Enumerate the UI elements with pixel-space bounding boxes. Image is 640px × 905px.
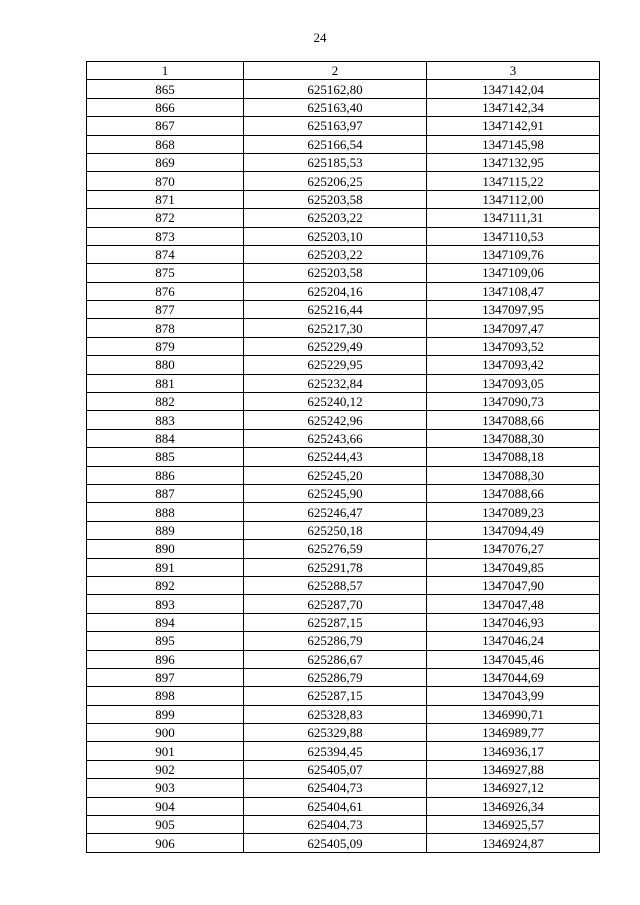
point-number-cell: 868 — [87, 135, 244, 153]
y-coordinate-cell: 1347093,05 — [427, 374, 600, 392]
x-coordinate-cell: 625217,30 — [244, 319, 427, 337]
y-coordinate-cell: 1347112,00 — [427, 190, 600, 208]
y-coordinate-cell: 1347097,95 — [427, 301, 600, 319]
point-number-cell: 884 — [87, 429, 244, 447]
x-coordinate-cell: 625286,67 — [244, 650, 427, 668]
y-coordinate-cell: 1346926,34 — [427, 797, 600, 815]
x-coordinate-cell: 625163,40 — [244, 98, 427, 116]
point-number-cell: 881 — [87, 374, 244, 392]
y-coordinate-cell: 1346990,71 — [427, 705, 600, 723]
point-number-cell: 878 — [87, 319, 244, 337]
table-row — [87, 742, 600, 760]
y-coordinate-cell: 1347088,66 — [427, 411, 600, 429]
x-coordinate-cell: 625394,45 — [244, 742, 427, 760]
table-row — [87, 540, 600, 558]
x-coordinate-cell: 625229,95 — [244, 356, 427, 374]
x-coordinate-cell: 625246,47 — [244, 503, 427, 521]
table-row — [87, 337, 600, 355]
table-row — [87, 190, 600, 208]
table-row — [87, 816, 600, 834]
x-coordinate-cell: 625286,79 — [244, 632, 427, 650]
y-coordinate-cell: 1346927,88 — [427, 760, 600, 778]
point-number-cell: 888 — [87, 503, 244, 521]
table-row — [87, 797, 600, 815]
table-row — [87, 98, 600, 116]
table-row — [87, 209, 600, 227]
point-number-cell: 877 — [87, 301, 244, 319]
y-coordinate-cell: 1347142,91 — [427, 117, 600, 135]
y-coordinate-cell: 1347142,04 — [427, 80, 600, 98]
header-row — [87, 62, 600, 80]
table-row — [87, 724, 600, 742]
x-coordinate-cell: 625245,90 — [244, 484, 427, 502]
column-header-1: 1 — [87, 62, 244, 80]
table-row — [87, 301, 600, 319]
table-row — [87, 632, 600, 650]
table-row — [87, 668, 600, 686]
table-row — [87, 245, 600, 263]
y-coordinate-cell: 1347109,06 — [427, 264, 600, 282]
x-coordinate-cell: 625276,59 — [244, 540, 427, 558]
point-number-cell: 896 — [87, 650, 244, 668]
y-coordinate-cell: 1347093,42 — [427, 356, 600, 374]
column-header-3: 3 — [427, 62, 600, 80]
table-row — [87, 264, 600, 282]
point-number-cell: 873 — [87, 227, 244, 245]
y-coordinate-cell: 1347142,34 — [427, 98, 600, 116]
point-number-cell: 894 — [87, 613, 244, 631]
point-number-cell: 872 — [87, 209, 244, 227]
y-coordinate-cell: 1347110,53 — [427, 227, 600, 245]
x-coordinate-cell: 625232,84 — [244, 374, 427, 392]
x-coordinate-cell: 625229,49 — [244, 337, 427, 355]
x-coordinate-cell: 625287,70 — [244, 595, 427, 613]
page-number: 24 — [313, 30, 327, 45]
point-number-cell: 904 — [87, 797, 244, 815]
table-header — [87, 62, 600, 80]
point-number-cell: 875 — [87, 264, 244, 282]
x-coordinate-cell: 625291,78 — [244, 558, 427, 576]
y-coordinate-cell: 1347046,24 — [427, 632, 600, 650]
table-row — [87, 117, 600, 135]
y-coordinate-cell: 1347097,47 — [427, 319, 600, 337]
x-coordinate-cell: 625162,80 — [244, 80, 427, 98]
y-coordinate-cell: 1347111,31 — [427, 209, 600, 227]
table-row — [87, 650, 600, 668]
x-coordinate-cell: 625288,57 — [244, 576, 427, 594]
table-row — [87, 779, 600, 797]
y-coordinate-cell: 1347076,27 — [427, 540, 600, 558]
table-row — [87, 687, 600, 705]
y-coordinate-cell: 1347108,47 — [427, 282, 600, 300]
y-coordinate-cell: 1347043,99 — [427, 687, 600, 705]
point-number-cell: 902 — [87, 760, 244, 778]
x-coordinate-cell: 625404,73 — [244, 816, 427, 834]
x-coordinate-cell: 625329,88 — [244, 724, 427, 742]
y-coordinate-cell: 1347088,30 — [427, 429, 600, 447]
point-number-cell: 865 — [87, 80, 244, 98]
point-number-cell: 891 — [87, 558, 244, 576]
point-number-cell: 897 — [87, 668, 244, 686]
y-coordinate-cell: 1347049,85 — [427, 558, 600, 576]
table-row — [87, 521, 600, 539]
point-number-cell: 882 — [87, 393, 244, 411]
x-coordinate-cell: 625206,25 — [244, 172, 427, 190]
y-coordinate-cell: 1347047,90 — [427, 576, 600, 594]
x-coordinate-cell: 625286,79 — [244, 668, 427, 686]
table-row — [87, 576, 600, 594]
x-coordinate-cell: 625240,12 — [244, 393, 427, 411]
x-coordinate-cell: 625242,96 — [244, 411, 427, 429]
table-row — [87, 558, 600, 576]
y-coordinate-cell: 1347090,73 — [427, 393, 600, 411]
table-row — [87, 227, 600, 245]
point-number-cell: 903 — [87, 779, 244, 797]
point-number-cell: 889 — [87, 521, 244, 539]
point-number-cell: 895 — [87, 632, 244, 650]
x-coordinate-cell: 625405,09 — [244, 834, 427, 852]
x-coordinate-cell: 625245,20 — [244, 466, 427, 484]
table-row — [87, 595, 600, 613]
point-number-cell: 869 — [87, 153, 244, 171]
table-row — [87, 374, 600, 392]
x-coordinate-cell: 625243,66 — [244, 429, 427, 447]
point-number-cell: 898 — [87, 687, 244, 705]
point-number-cell: 879 — [87, 337, 244, 355]
table-row — [87, 613, 600, 631]
column-header-2: 2 — [244, 62, 427, 80]
table-row — [87, 319, 600, 337]
table-row — [87, 282, 600, 300]
table-row — [87, 356, 600, 374]
point-number-cell: 901 — [87, 742, 244, 760]
y-coordinate-cell: 1346989,77 — [427, 724, 600, 742]
y-coordinate-cell: 1347132,95 — [427, 153, 600, 171]
x-coordinate-cell: 625203,10 — [244, 227, 427, 245]
y-coordinate-cell: 1347109,76 — [427, 245, 600, 263]
point-number-cell: 871 — [87, 190, 244, 208]
point-number-cell: 867 — [87, 117, 244, 135]
table-row — [87, 153, 600, 171]
y-coordinate-cell: 1346925,57 — [427, 816, 600, 834]
table-row — [87, 411, 600, 429]
y-coordinate-cell: 1346936,17 — [427, 742, 600, 760]
x-coordinate-cell: 625328,83 — [244, 705, 427, 723]
table-row — [87, 172, 600, 190]
table-row — [87, 80, 600, 98]
x-coordinate-cell: 625166,54 — [244, 135, 427, 153]
x-coordinate-cell: 625404,73 — [244, 779, 427, 797]
y-coordinate-cell: 1347047,48 — [427, 595, 600, 613]
x-coordinate-cell: 625250,18 — [244, 521, 427, 539]
x-coordinate-cell: 625216,44 — [244, 301, 427, 319]
coordinates-table — [86, 61, 600, 853]
table-row — [87, 760, 600, 778]
table-row — [87, 429, 600, 447]
table-row — [87, 393, 600, 411]
x-coordinate-cell: 625244,43 — [244, 448, 427, 466]
y-coordinate-cell: 1347046,93 — [427, 613, 600, 631]
table-row — [87, 135, 600, 153]
x-coordinate-cell: 625287,15 — [244, 687, 427, 705]
table-row — [87, 484, 600, 502]
point-number-cell: 887 — [87, 484, 244, 502]
point-number-cell: 885 — [87, 448, 244, 466]
table-row — [87, 503, 600, 521]
y-coordinate-cell: 1347088,18 — [427, 448, 600, 466]
x-coordinate-cell: 625203,22 — [244, 245, 427, 263]
point-number-cell: 866 — [87, 98, 244, 116]
x-coordinate-cell: 625203,58 — [244, 264, 427, 282]
point-number-cell: 893 — [87, 595, 244, 613]
x-coordinate-cell: 625203,58 — [244, 190, 427, 208]
y-coordinate-cell: 1347089,23 — [427, 503, 600, 521]
y-coordinate-cell: 1347093,52 — [427, 337, 600, 355]
y-coordinate-cell: 1347044,69 — [427, 668, 600, 686]
y-coordinate-cell: 1347145,98 — [427, 135, 600, 153]
table-body — [87, 80, 600, 852]
point-number-cell: 883 — [87, 411, 244, 429]
x-coordinate-cell: 625404,61 — [244, 797, 427, 815]
x-coordinate-cell: 625405,07 — [244, 760, 427, 778]
point-number-cell: 876 — [87, 282, 244, 300]
point-number-cell: 874 — [87, 245, 244, 263]
table-row — [87, 448, 600, 466]
x-coordinate-cell: 625204,16 — [244, 282, 427, 300]
table-row — [87, 834, 600, 852]
point-number-cell: 899 — [87, 705, 244, 723]
point-number-cell: 905 — [87, 816, 244, 834]
y-coordinate-cell: 1347088,66 — [427, 484, 600, 502]
table-row — [87, 705, 600, 723]
y-coordinate-cell: 1347088,30 — [427, 466, 600, 484]
x-coordinate-cell: 625163,97 — [244, 117, 427, 135]
y-coordinate-cell: 1347094,49 — [427, 521, 600, 539]
point-number-cell: 886 — [87, 466, 244, 484]
table-row — [87, 466, 600, 484]
point-number-cell: 870 — [87, 172, 244, 190]
point-number-cell: 906 — [87, 834, 244, 852]
y-coordinate-cell: 1347045,46 — [427, 650, 600, 668]
y-coordinate-cell: 1346924,87 — [427, 834, 600, 852]
point-number-cell: 900 — [87, 724, 244, 742]
y-coordinate-cell: 1346927,12 — [427, 779, 600, 797]
x-coordinate-cell: 625287,15 — [244, 613, 427, 631]
y-coordinate-cell: 1347115,22 — [427, 172, 600, 190]
point-number-cell: 892 — [87, 576, 244, 594]
point-number-cell: 890 — [87, 540, 244, 558]
x-coordinate-cell: 625185,53 — [244, 153, 427, 171]
x-coordinate-cell: 625203,22 — [244, 209, 427, 227]
point-number-cell: 880 — [87, 356, 244, 374]
